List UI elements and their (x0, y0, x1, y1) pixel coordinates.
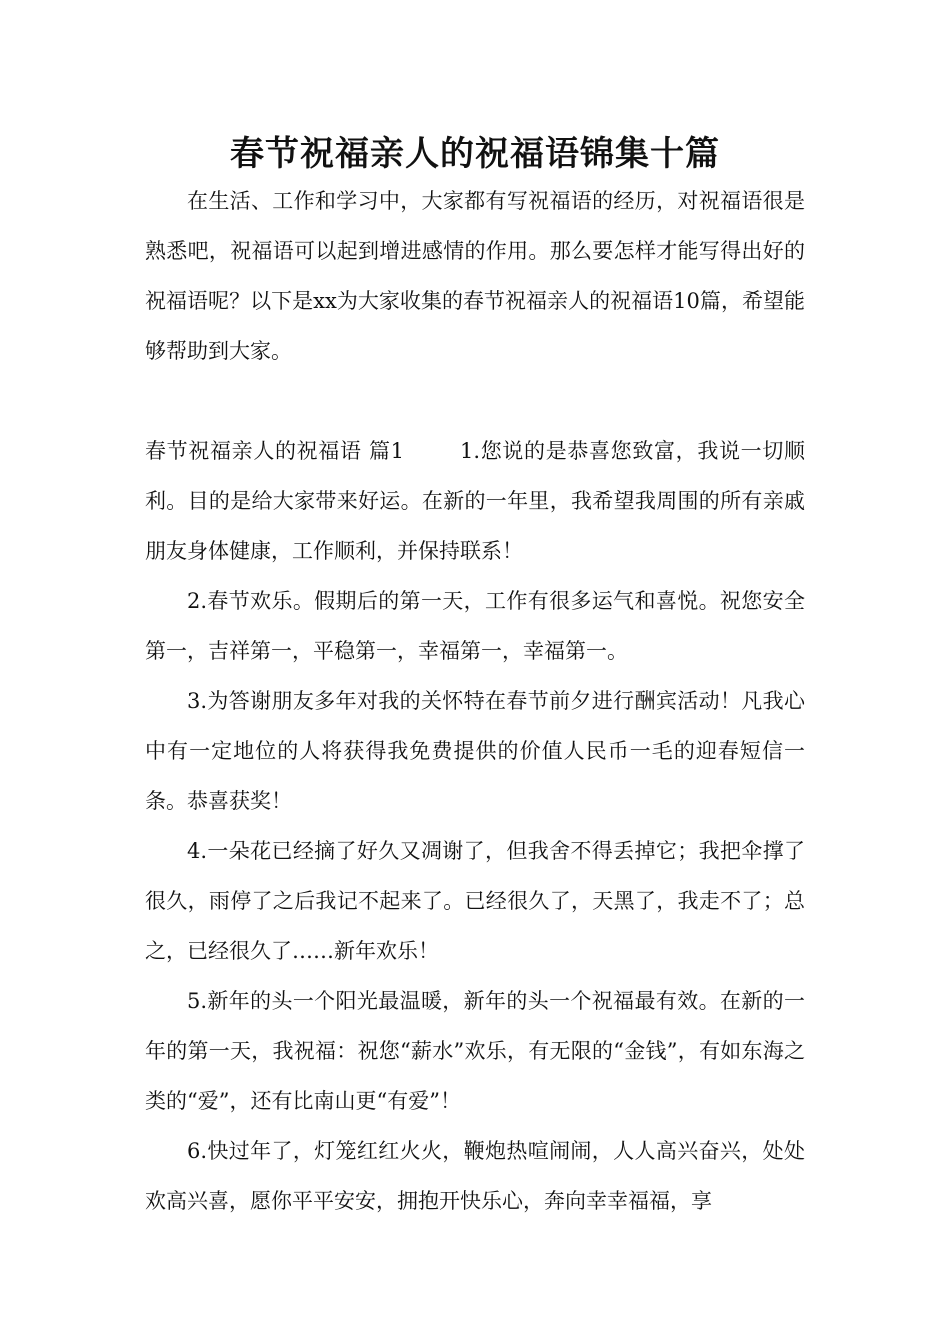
document-title: 春节祝福亲人的祝福语锦集十篇 (230, 134, 720, 174)
intro-paragraph: 在生活、工作和学习中，大家都有写祝福语的经历，对祝福语很是熟悉吧，祝福语可以起到增进感情的作用。那么要怎样才能写得出好的祝福语呢？以下是xx为大家收集的春节祝福亲人的祝福语10篇，希望能够帮助到大家。 (145, 189, 805, 363)
list-item-2: 2.春节欢乐。假期后的第一天，工作有很多运气和喜悦。祝您安全第一，吉祥第一，平稳第一，幸福第一，幸福第一。 (145, 589, 805, 663)
list-item-5: 5.新年的头一个阳光最温暖，新年的头一个祝福最有效。在新的一年的第一天，我祝福：祝您“薪水”欢乐，有无限的“金钱”，有如东海之类的“爱”，还有比南山更“有爱”！ (145, 989, 805, 1113)
blank-line (145, 376, 805, 426)
section-label: 春节祝福亲人的祝福语 篇1 (145, 439, 404, 463)
section-paragraph (145, 426, 805, 576)
list-item-6: 6.快过年了，灯笼红红火火，鞭炮热喧闹闹，人人高兴奋兴，处处欢高兴喜，愿你平平安安，拥抱开快乐心，奔向幸幸福福，享 (145, 1139, 805, 1213)
list-item-1: 1.您说的是恭喜您致富，我说一切顺利。目的是给大家带来好运。在新的一年里，我希望我周围的所有亲戚朋友身体健康，工作顺利，并保持联系！ (145, 439, 805, 563)
list-item-3: 3.为答谢朋友多年对我的关怀特在春节前夕进行酬宾活动！凡我心中有一定地位的人将获得我免费提供的价值人民币一毛的迎春短信一条。恭喜获奖！ (145, 689, 805, 813)
document-body (145, 176, 805, 1226)
list-item-4: 4.一朵花已经摘了好久又凋谢了，但我舍不得丢掉它；我把伞撑了很久，雨停了之后我记不起来了。已经很久了，天黑了，我走不了；总之，已经很久了……新年欢乐！ (145, 839, 805, 963)
